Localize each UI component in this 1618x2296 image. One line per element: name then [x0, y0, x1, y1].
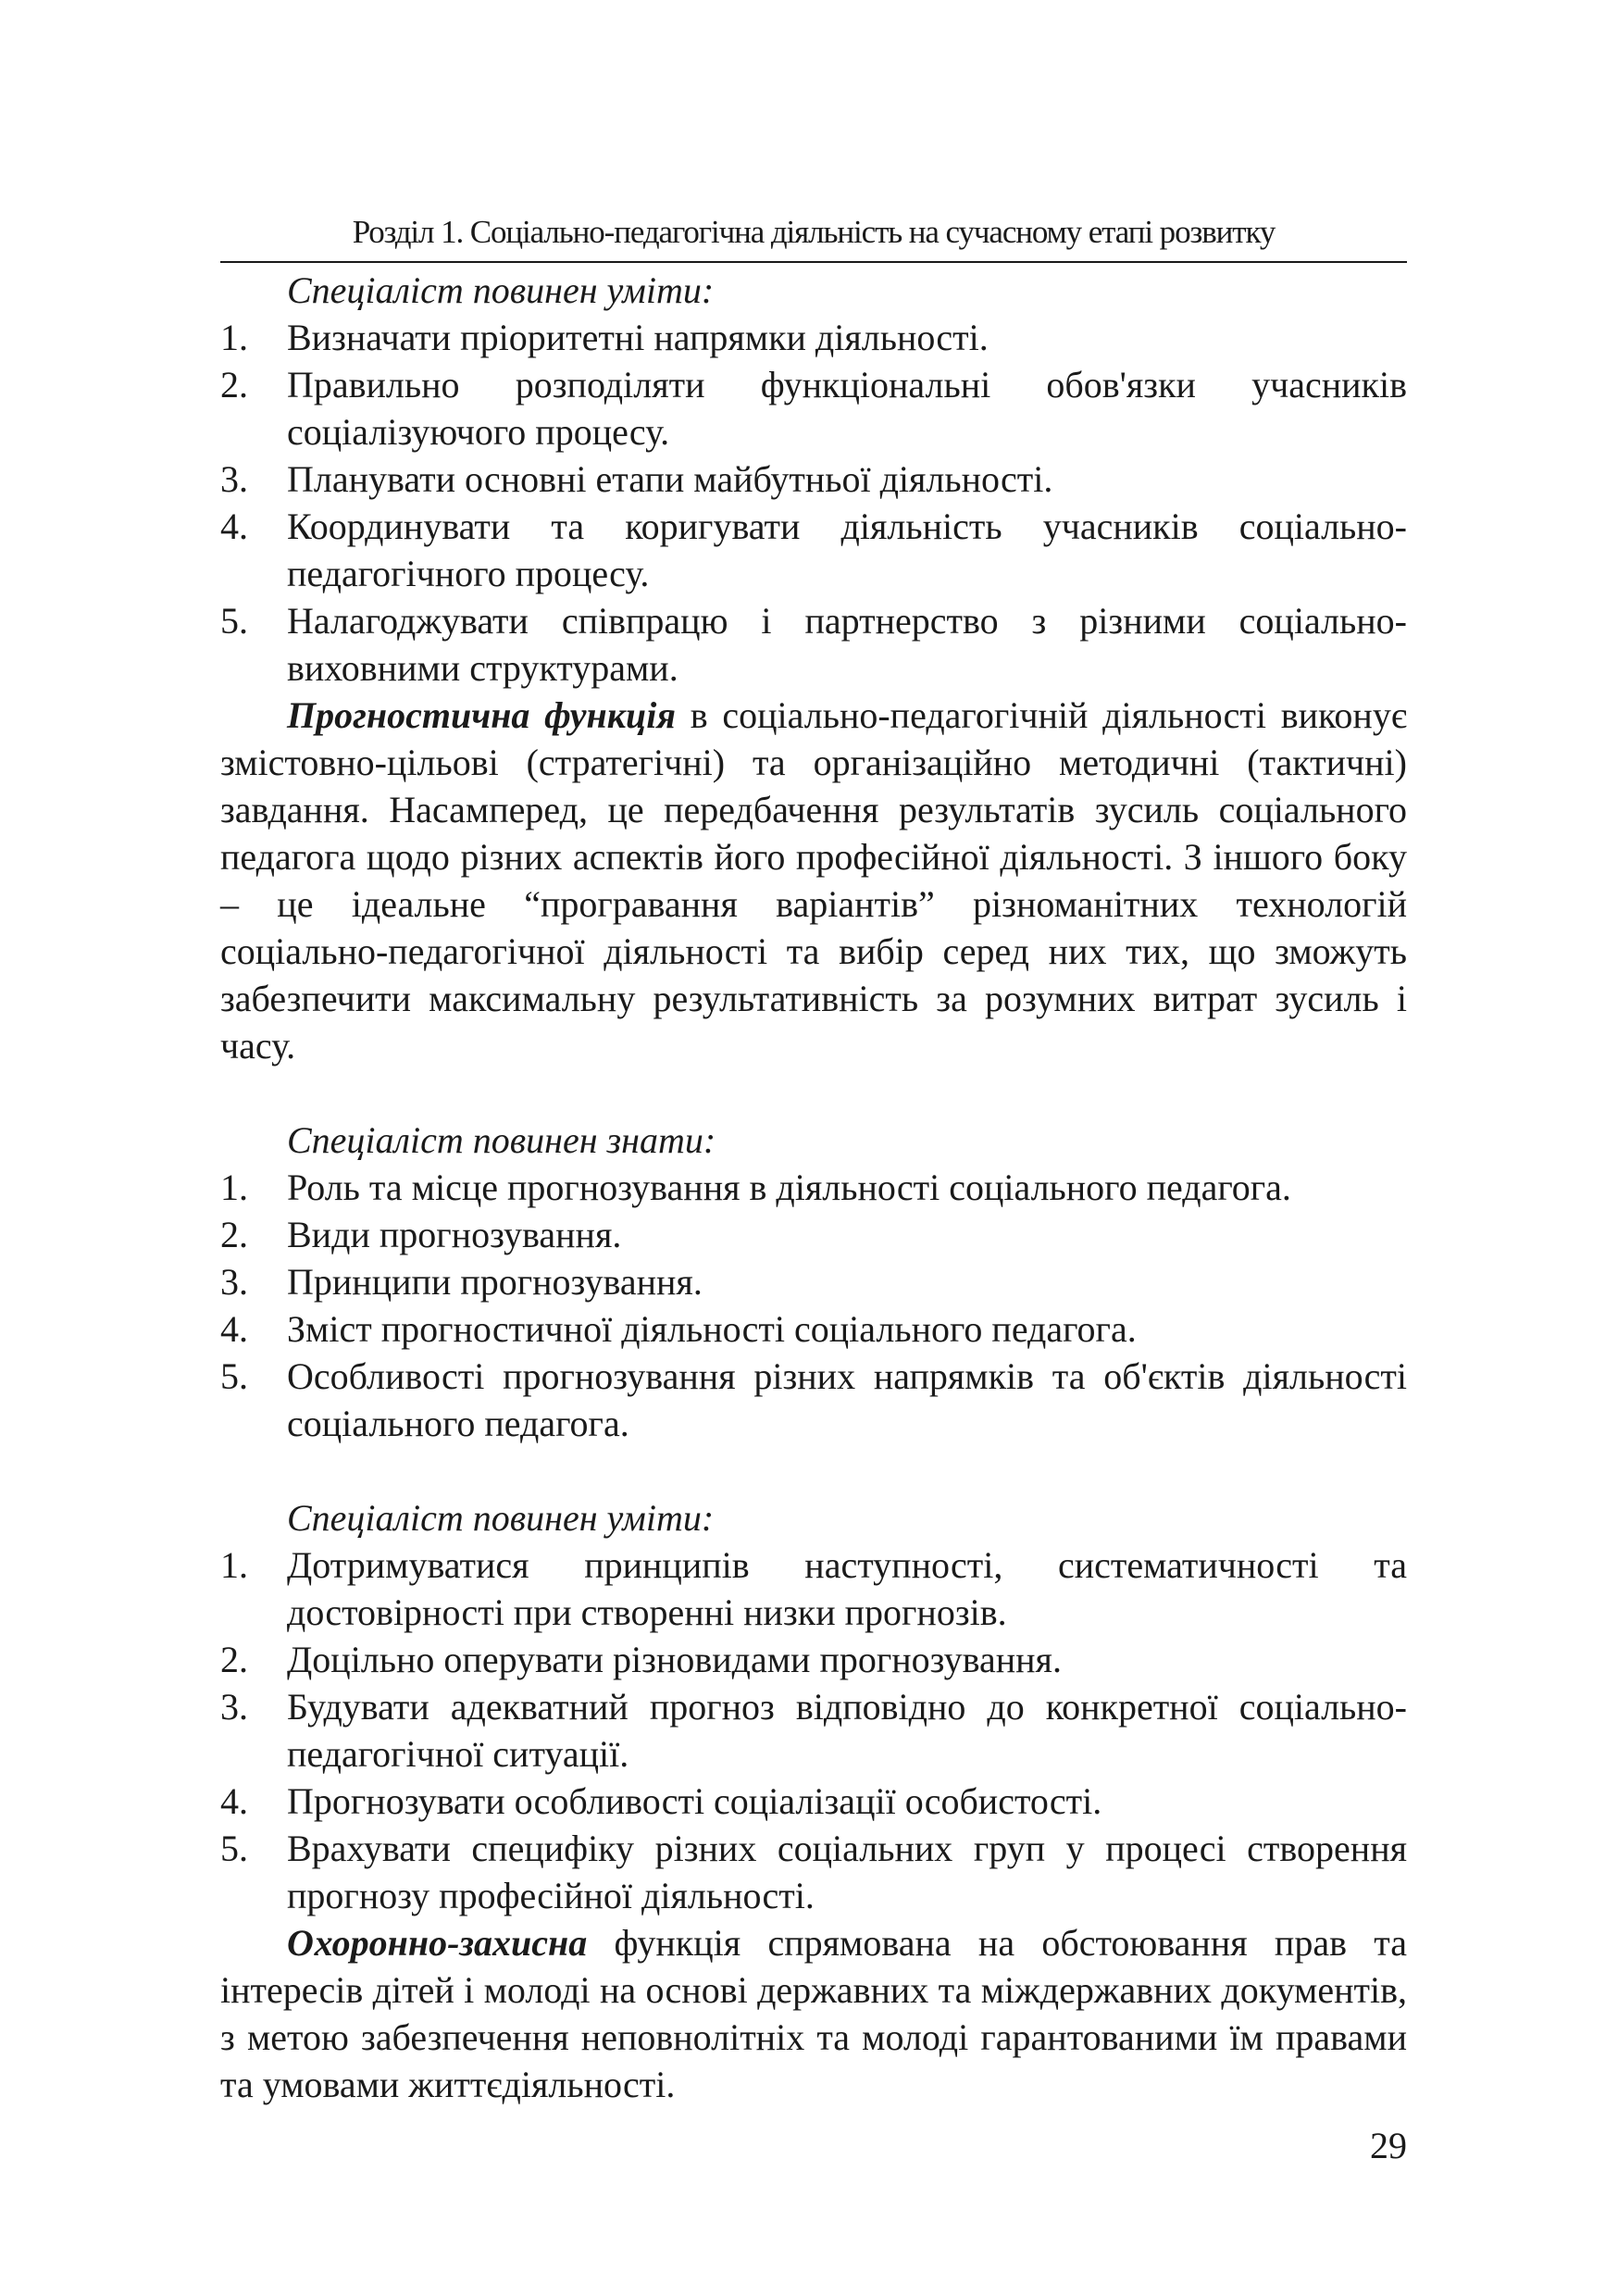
list-item [220, 1778, 1407, 1825]
list-item-number: 5. [220, 1355, 248, 1397]
section-1-subhead: Спеціаліст повинен уміти: [287, 269, 715, 311]
protective-function-paragraph [220, 1919, 1407, 2108]
paragraph-term: Охоронно-захисна [287, 1922, 588, 1964]
paragraph-term: Прогностична функція [287, 694, 676, 736]
page-number: 29 [1370, 2125, 1407, 2166]
list-item-text: Особливості прогнозування різних напрямків та об'єктів діяльності соціального педагога. [287, 1355, 1407, 1444]
list-item-text: Дотримуватися принципів наступності, систематичності та достовірності при створенні низки прогнозів. [287, 1544, 1407, 1633]
list-item-text: Визначати пріоритетні напрямки діяльності. [287, 317, 989, 358]
list-item [220, 314, 1407, 361]
list-item-number: 2. [220, 1214, 248, 1255]
paragraph-text: функція спрямована на обстоювання прав та інтересів дітей і молоді на основі державних та міждержавних документів, з метою забезпечення неповнолітніх та молоді гарантованими їм правами та умовами життєдіяльності. [220, 1922, 1407, 2105]
list-item-number: 5. [220, 1828, 248, 1869]
list-item [220, 1258, 1407, 1305]
list-item [220, 1164, 1407, 1211]
list-item-text: Зміст прогностичної діяльності соціального педагога. [287, 1308, 1137, 1350]
section-2-list [220, 1164, 1407, 1447]
section-3-subhead: Спеціаліст повинен уміти: [287, 1497, 715, 1539]
list-item-number: 3. [220, 1261, 248, 1303]
list-item-number: 1. [220, 1544, 248, 1586]
list-item-number: 4. [220, 1308, 248, 1350]
list-item [220, 1211, 1407, 1258]
list-item-text: Налагоджувати співпрацю і партнерство з різними соціально-виховними структурами. [287, 600, 1407, 689]
list-item-text: Принципи прогнозування. [287, 1261, 703, 1303]
list-item-number: 1. [220, 317, 248, 358]
list-item-number: 3. [220, 1686, 248, 1728]
list-item [220, 1683, 1407, 1778]
section-2-subhead: Спеціаліст повинен знати: [287, 1119, 716, 1161]
list-item-text: Роль та місце прогнозування в діяльності соціального педагога. [287, 1167, 1291, 1208]
list-item-number: 5. [220, 600, 248, 642]
list-item-text: Планувати основні етапи майбутньої діяльності. [287, 458, 1053, 500]
list-item-text: Прогнозувати особливості соціалізації особистості. [287, 1780, 1102, 1822]
list-item-text: Координувати та коригувати діяльність учасників соціально-педагогічного процесу. [287, 505, 1407, 594]
list-item-number: 2. [220, 1639, 248, 1680]
list-item [220, 1825, 1407, 1919]
list-item [220, 1305, 1407, 1353]
list-item [220, 1636, 1407, 1683]
section-3-list [220, 1541, 1407, 1919]
list-item [220, 1541, 1407, 1636]
list-item-text: Правильно розподіляти функціональні обов'язки учасників соціалізуючого процесу. [287, 364, 1407, 453]
list-item-number: 4. [220, 505, 248, 547]
list-item-text: Будувати адекватний прогноз відповідно до конкретної соціально-педагогічної ситуації. [287, 1686, 1407, 1775]
list-item-text: Види прогнозування. [287, 1214, 622, 1255]
list-item [220, 455, 1407, 503]
paragraph-text: в соціально-педагогічній діяльності виконує змістовно-цільові (стратегічні) та організаційно методичні (тактичні) завдання. Насамперед, це передбачення результатів зусиль соціального педагога щодо різних аспектів його професійної діяльності. З іншого боку – це ідеальне “програвання варіантів” різноманітних технологій соціально-педагогічної діяльності та вибір серед них тих, що зможуть забезпечити максимальну результативність за розумних витрат зусиль і часу. [220, 694, 1407, 1067]
running-header: Розділ 1. Соціально-педагогічна діяльність на сучасному етапі розвитку [352, 214, 1276, 250]
list-item-text: Доцільно оперувати різновидами прогнозування. [287, 1639, 1062, 1680]
book-page [220, 0, 1407, 2296]
header-rule [220, 261, 1407, 263]
list-item [220, 1353, 1407, 1447]
list-item [220, 361, 1407, 455]
list-item-number: 1. [220, 1167, 248, 1208]
prognostic-function-paragraph [220, 692, 1407, 1069]
list-item [220, 503, 1407, 597]
list-item-number: 2. [220, 364, 248, 406]
list-item [220, 597, 1407, 692]
page-body [220, 267, 1407, 2108]
list-item-number: 4. [220, 1780, 248, 1822]
section-1-list [220, 314, 1407, 692]
list-item-number: 3. [220, 458, 248, 500]
list-item-text: Врахувати специфіку різних соціальних груп у процесі створення прогнозу професійної діяльності. [287, 1828, 1407, 1916]
